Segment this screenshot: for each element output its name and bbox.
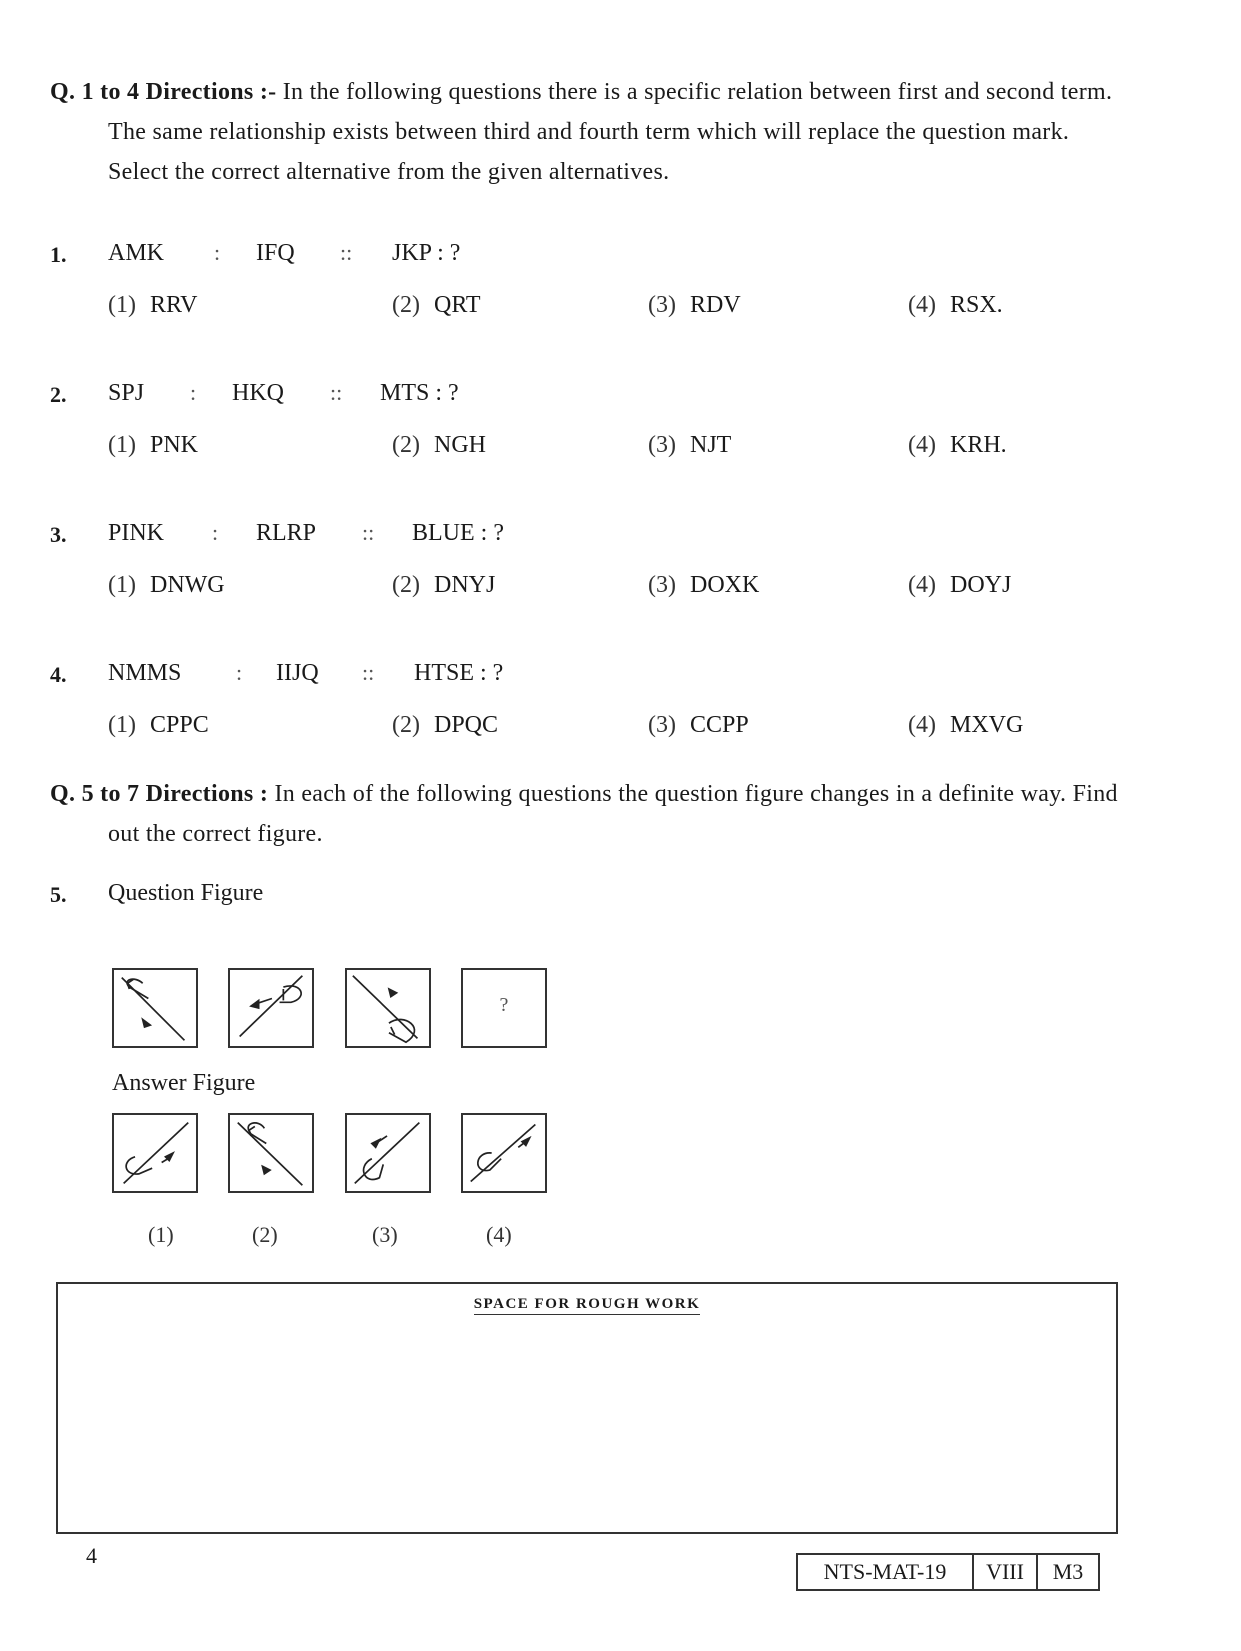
question-figure-1	[112, 968, 198, 1048]
directions-1-4	[50, 72, 1130, 192]
question-mark: ?	[499, 994, 509, 1016]
question-number: 3.	[50, 522, 67, 547]
option-value: CPPC	[149, 712, 209, 738]
option-value: DNWG	[149, 572, 225, 598]
option-number: (3)	[648, 572, 676, 598]
option-number: (2)	[392, 572, 420, 598]
paper-code: NTS-MAT-19	[796, 1553, 974, 1591]
answer-option[interactable]	[108, 712, 209, 739]
analogy-separator: ::	[362, 520, 375, 545]
option-number: (4)	[908, 432, 936, 458]
option-value: RSX.	[949, 292, 1003, 318]
option-value: KRH.	[949, 432, 1007, 458]
answer-option[interactable]	[392, 292, 481, 319]
question-figure-label: Question Figure	[108, 880, 264, 906]
option-value: DOXK	[689, 572, 760, 598]
option-number: (3)	[648, 432, 676, 458]
term-first: PINK	[108, 520, 165, 546]
directions-label: Q. 5 to 7 Directions :	[50, 781, 269, 807]
option-value: DNYJ	[433, 572, 496, 598]
option-number: (3)	[648, 712, 676, 738]
answer-option[interactable]	[108, 572, 225, 599]
page-number: 4	[86, 1543, 97, 1568]
answer-figure-4[interactable]	[461, 1113, 547, 1193]
term-second: IIJQ	[276, 660, 319, 686]
option-number: (3)	[648, 292, 676, 318]
question-number: 1.	[50, 242, 67, 267]
directions-label: Q. 1 to 4 Directions :-	[50, 79, 277, 105]
analogy-separator: ::	[330, 380, 343, 405]
directions-text: In the following questions there is a specific relation between first and second term. The same relationship exists between third and fourth term which will replace the question mark. Select the correct alternative from the given alternatives.	[108, 79, 1113, 185]
question-figure-2	[228, 968, 314, 1048]
analogy-separator: ::	[362, 660, 375, 685]
term-third: MTS : ?	[380, 380, 459, 406]
term-second: HKQ	[232, 380, 284, 406]
answer-option-label-3: (3)	[372, 1222, 398, 1247]
question-number: 2.	[50, 382, 67, 407]
answer-option-label-2: (2)	[252, 1222, 278, 1247]
directions-text: In each of the following questions the question figure changes in a definite way. Find out the correct figure.	[108, 781, 1118, 847]
relation-colon: :	[236, 660, 243, 685]
answer-figure-1[interactable]	[112, 1113, 198, 1193]
rough-work-label: SPACE FOR ROUGH WORK	[474, 1296, 701, 1315]
term-third: BLUE : ?	[412, 520, 504, 546]
relation-colon: :	[190, 380, 197, 405]
option-number: (4)	[908, 712, 936, 738]
option-value: NJT	[689, 432, 732, 458]
answer-option[interactable]	[108, 292, 197, 319]
option-value: DOYJ	[949, 572, 1012, 598]
answer-option[interactable]	[908, 432, 1007, 459]
option-value: MXVG	[949, 712, 1024, 738]
term-second: RLRP	[256, 520, 317, 546]
analogy-separator: ::	[340, 240, 353, 265]
answer-option[interactable]	[908, 712, 1023, 739]
question-figure-3	[345, 968, 431, 1048]
answer-option[interactable]	[908, 292, 1003, 319]
option-number: (2)	[392, 292, 420, 318]
directions-5-7	[50, 774, 1130, 854]
answer-option[interactable]	[648, 432, 731, 459]
term-third: JKP : ?	[392, 240, 461, 266]
answer-option[interactable]	[908, 572, 1011, 599]
option-number: (4)	[908, 292, 936, 318]
class-code: VIII	[974, 1553, 1038, 1591]
option-number: (1)	[108, 292, 136, 318]
option-number: (2)	[392, 432, 420, 458]
option-value: DPQC	[433, 712, 499, 738]
term-first: NMMS	[108, 660, 182, 686]
term-first: AMK	[108, 240, 165, 266]
option-value: PNK	[149, 432, 198, 458]
answer-option[interactable]	[392, 432, 486, 459]
option-number: (1)	[108, 572, 136, 598]
question-figure-4-unknown	[461, 968, 547, 1048]
question-number: 4.	[50, 662, 67, 687]
relation-colon: :	[214, 240, 221, 265]
answer-option[interactable]	[648, 712, 749, 739]
term-third: HTSE : ?	[414, 660, 504, 686]
answer-option[interactable]	[648, 572, 759, 599]
term-first: SPJ	[108, 380, 145, 406]
rough-work-title	[58, 1296, 1116, 1313]
answer-option[interactable]	[108, 432, 198, 459]
relation-colon: :	[212, 520, 219, 545]
option-number: (1)	[108, 712, 136, 738]
option-value: RDV	[689, 292, 741, 318]
option-value: QRT	[433, 292, 481, 318]
option-value: CCPP	[689, 712, 749, 738]
option-number: (1)	[108, 432, 136, 458]
option-number: (2)	[392, 712, 420, 738]
answer-figure-2[interactable]	[228, 1113, 314, 1193]
answer-option[interactable]	[648, 292, 741, 319]
answer-figure-3[interactable]	[345, 1113, 431, 1193]
answer-option[interactable]	[392, 712, 498, 739]
answer-option-label-4: (4)	[486, 1222, 512, 1247]
option-number: (4)	[908, 572, 936, 598]
answer-option[interactable]	[392, 572, 495, 599]
answer-figure-label: Answer Figure	[112, 1070, 256, 1096]
question-number: 5.	[50, 882, 67, 907]
set-code: M3	[1038, 1553, 1100, 1591]
answer-option-label-1: (1)	[148, 1222, 174, 1247]
option-value: RRV	[149, 292, 198, 318]
option-value: NGH	[433, 432, 486, 458]
rough-work-box	[56, 1282, 1118, 1534]
term-second: IFQ	[256, 240, 295, 266]
